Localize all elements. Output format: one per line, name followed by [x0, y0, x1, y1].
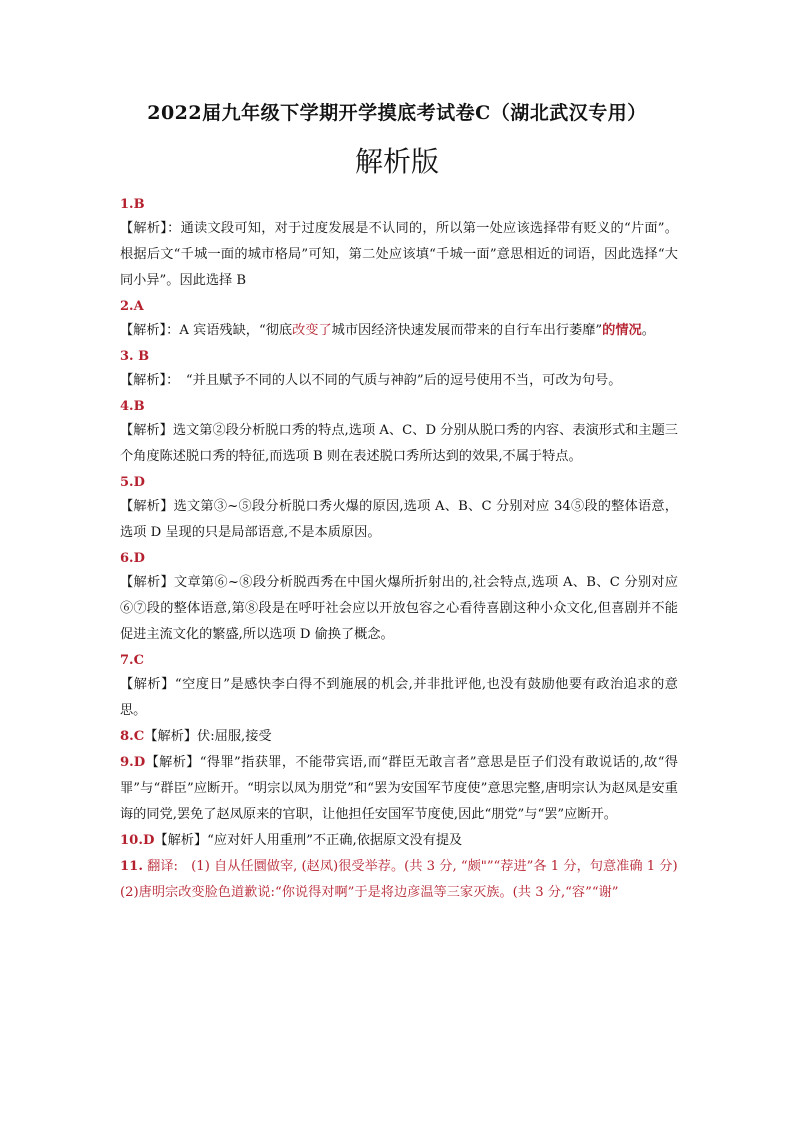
answer-number: 6.D: [120, 551, 145, 566]
answer-number: 11.: [120, 859, 143, 874]
answer-number: 10.D: [120, 833, 155, 848]
answer-explanation: [120, 750, 678, 828]
highlight-text: 改变了: [292, 323, 332, 338]
answer-explanation: 【解析】选文第②段分析脱口秀的特点,选项 A、C、D 分别从脱口秀的内容、表演形式和主题三个角度陈述脱口秀的特征,而选项 B 则在表述脱口秀所达到的效果,不属于特点。: [120, 423, 678, 464]
answer-explanation: 【解析】： “并且赋予不同的人以不同的气质与神韵”后的逗号使用不当，可改为句号。: [120, 373, 622, 388]
document-subtitle: 解析版: [354, 145, 439, 178]
answer-list: [120, 192, 678, 906]
answer-explanation: [120, 318, 678, 344]
answer-number: 1.B: [120, 197, 145, 212]
translation-line: (2)唐明宗改变脸色道歉说:“你说得对啊”于是将边彦温等三家灭族。(共 3 分,“容”“谢”: [120, 885, 619, 900]
explanation-text: 【解析】伏:屈服,接受: [144, 729, 272, 744]
answer-explanation: [120, 854, 678, 880]
answer-explanation: [120, 828, 678, 854]
answer-number: 8.C: [120, 729, 145, 744]
answer-explanation: 【解析】选文第③~⑤段分析脱口秀火爆的原因,选项 A、B、C 分别对应 34⑤段的整体语意，选项 D 呈现的只是局部语意,不是本质原因。: [120, 499, 678, 540]
answer-explanation: 【解析】文章第⑥~⑧段分析脱西秀在中国火爆所折射出的,社会特点,选项 A、B、C 分别对应⑥⑦段的整体语意,第⑧段是在呼吁社会应以开放包容之心看待喜剧这种小众文化,但喜剧并不能促进主流文化的繁盛,所以选项 D 偷换了概念。: [120, 575, 678, 642]
answer-number: 2.A: [120, 299, 144, 314]
highlight-text: 的情况: [602, 323, 642, 338]
explanation-text: 【解析】“应对奸人用重刑”不正确,依据原文没有提及: [154, 833, 463, 848]
answer-explanation: 【解析】：通读文段可知，对于过度发展是不认同的，所以第一处应该选择带有贬义的“片面”。根据后文“千城一面的城市格局”可知，第二处应该填“千城一面”意思相近的词语，因此选择“大同小异”。因此选择 B: [120, 221, 678, 288]
answer-number: 4.B: [120, 399, 145, 414]
document-title: 2022届九年级下学期开学摸底考试卷C（湖北武汉专用）: [147, 102, 647, 124]
explanation-text: 。: [641, 323, 655, 338]
translation-line: 翻译: (1) 自从任圜做宰, (赵凤)很受举荐。(共 3 分, “颇"”“荐进”各 1 分，句意准确 1 分): [147, 859, 678, 874]
answer-explanation: [120, 724, 678, 750]
explanation-text: 城市因经济快速发展而带来的自行车出行萎靡”: [331, 323, 603, 338]
answer-explanation: 【解析】“空度日”是感快李白得不到施展的机会,并非批评他,也没有鼓励他要有政治追求的意思。: [120, 677, 678, 718]
answer-number: 9.D: [120, 755, 146, 770]
explanation-text: 【解析】：A 宾语残缺，“彻底: [120, 323, 293, 338]
answer-number: 3. B: [120, 349, 150, 364]
explanation-text: 【解析】“得罪”指获罪，不能带宾语,而“群臣无敢言者”意思是臣子们没有敢说话的,故“得罪”与“群臣”应断开。“明宗以凤为朋党”和“罢为安国军节度使”意思完整,唐明宗认为赵凤是安重诲的同党,罢免了赵凤原来的官职，让他担任安国军节度使,因此“朋党”与“罢”应断开。: [120, 755, 678, 822]
answer-number: 5.D: [120, 475, 145, 490]
answer-number: 7.C: [120, 653, 144, 668]
